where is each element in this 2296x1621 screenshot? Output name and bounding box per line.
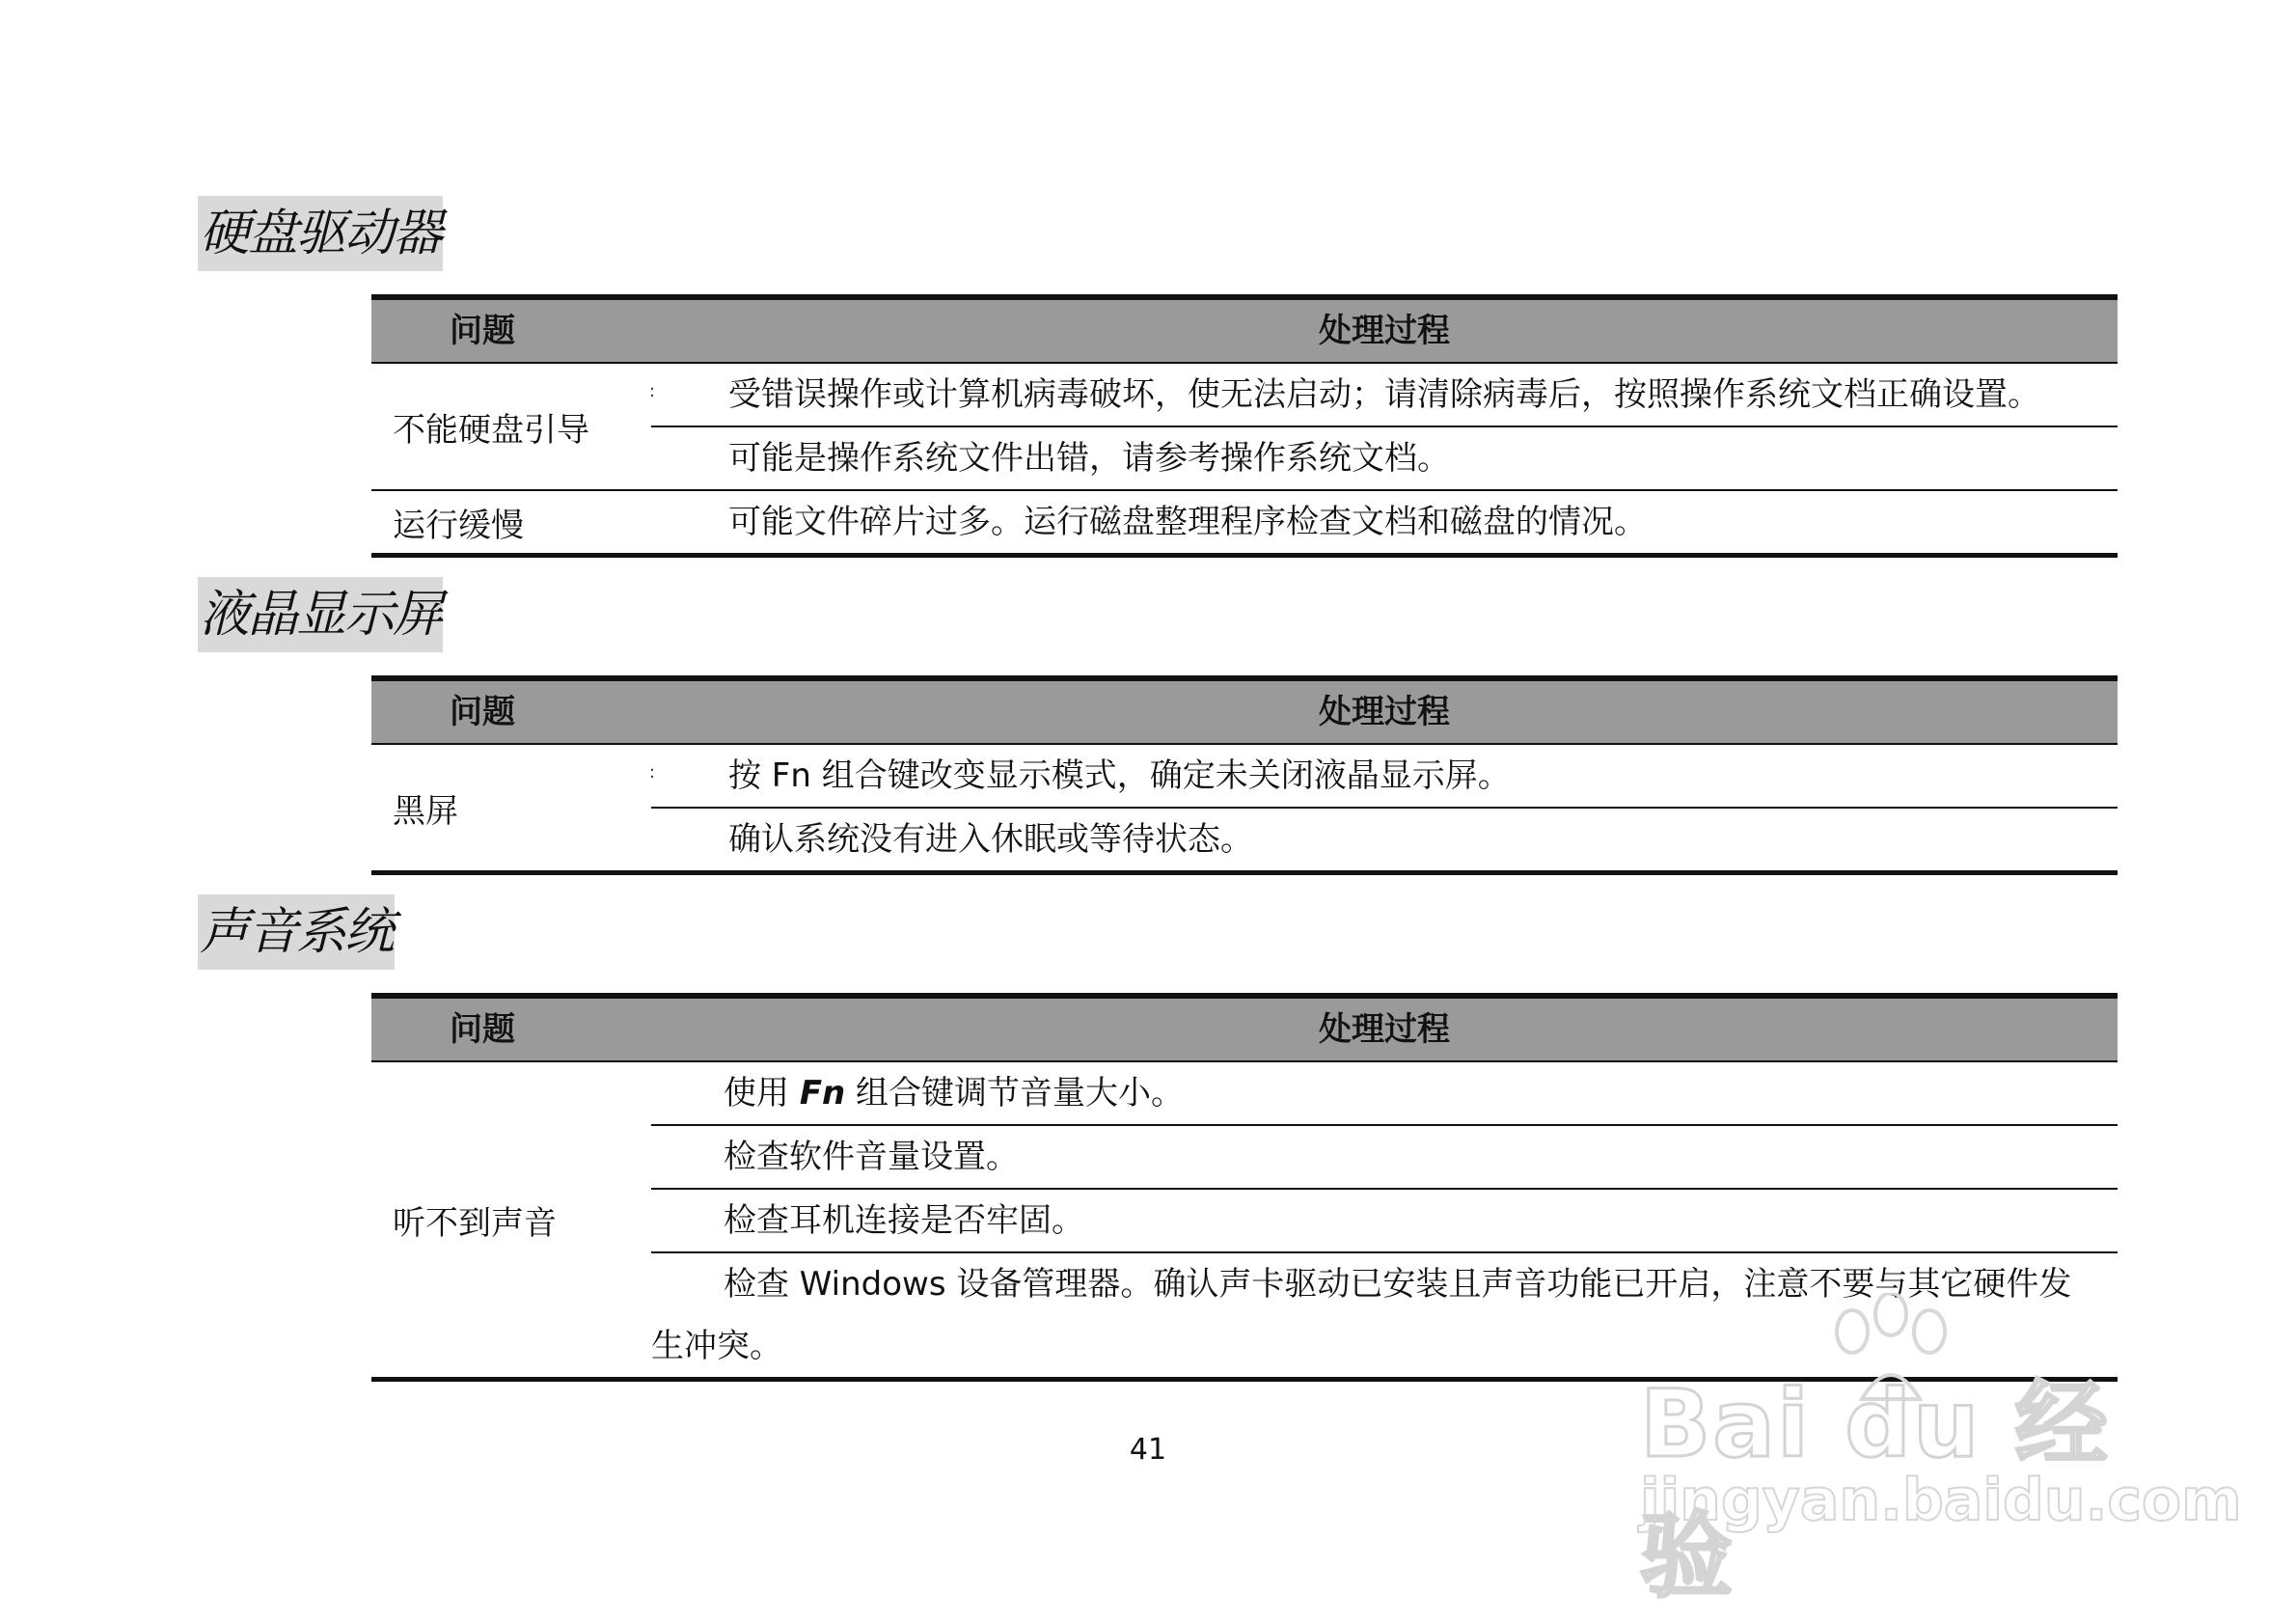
section-title-lcd: 液晶显示屏: [198, 577, 443, 652]
baidu-watermark: [1640, 1293, 2242, 1610]
table-row: [371, 364, 2118, 491]
problem-cell: 不能硬盘引导: [393, 410, 589, 450]
table-row: [371, 491, 2118, 558]
table-header: [371, 675, 2118, 745]
header-process: 处理过程: [1319, 693, 1450, 731]
header-problem: 问题: [450, 1010, 515, 1049]
process-step: 检查软件音量设置。: [651, 1126, 2118, 1190]
section-title-audio: 声音系统: [198, 894, 395, 970]
watermark-domain: jingyan.baidu.com: [1640, 1467, 2242, 1534]
header-problem: 问题: [450, 693, 515, 731]
process-step: : 按 Fn 组合键改变显示模式，确定未关闭液晶显示屏。: [651, 745, 2118, 809]
header-process: 处理过程: [1319, 312, 1450, 350]
process-step: 可能是操作系统文件出错，请参考操作系统文档。: [728, 439, 1450, 478]
header-process: 处理过程: [1319, 1010, 1450, 1049]
problem-cell: 听不到声音: [393, 1203, 557, 1243]
process-step: 检查耳机连接是否牢固。: [651, 1190, 2118, 1253]
table-header: [371, 294, 2118, 364]
header-problem: 问题: [450, 312, 515, 350]
tick-mark: :: [649, 762, 656, 783]
page-number: 41: [1129, 1433, 1167, 1467]
section-title-hard-drive: 硬盘驱动器: [198, 196, 443, 271]
problem-cell: 黑屏: [393, 791, 458, 831]
lcd-table: [371, 675, 2118, 875]
process-step: 检查 Windows 设备管理器。确认声卡驱动已安装且声音功能已开启，注意不要与其它硬件发生冲突。: [651, 1265, 2072, 1365]
problem-cell: 运行缓慢: [393, 506, 524, 545]
hard-drive-table: [371, 294, 2118, 558]
fn-key-emphasis: Fn: [799, 1074, 846, 1113]
process-step: 确认系统没有进入休眠或等待状态。: [728, 820, 1253, 859]
process-step: 可能文件碎片过多。运行磁盘整理程序检查文档和磁盘的情况。: [728, 503, 1647, 541]
watermark-brand: Bai du 经验: [1640, 1370, 2110, 1610]
process-step: : 受错误操作或计算机病毒破坏，使无法启动；请清除病毒后，按照操作系统文档正确设置。: [651, 364, 2118, 427]
tick-mark: :: [649, 381, 656, 401]
table-header: [371, 993, 2118, 1062]
table-row: [371, 745, 2118, 875]
process-step: 使用 Fn 组合键调节音量大小。: [651, 1062, 2118, 1126]
